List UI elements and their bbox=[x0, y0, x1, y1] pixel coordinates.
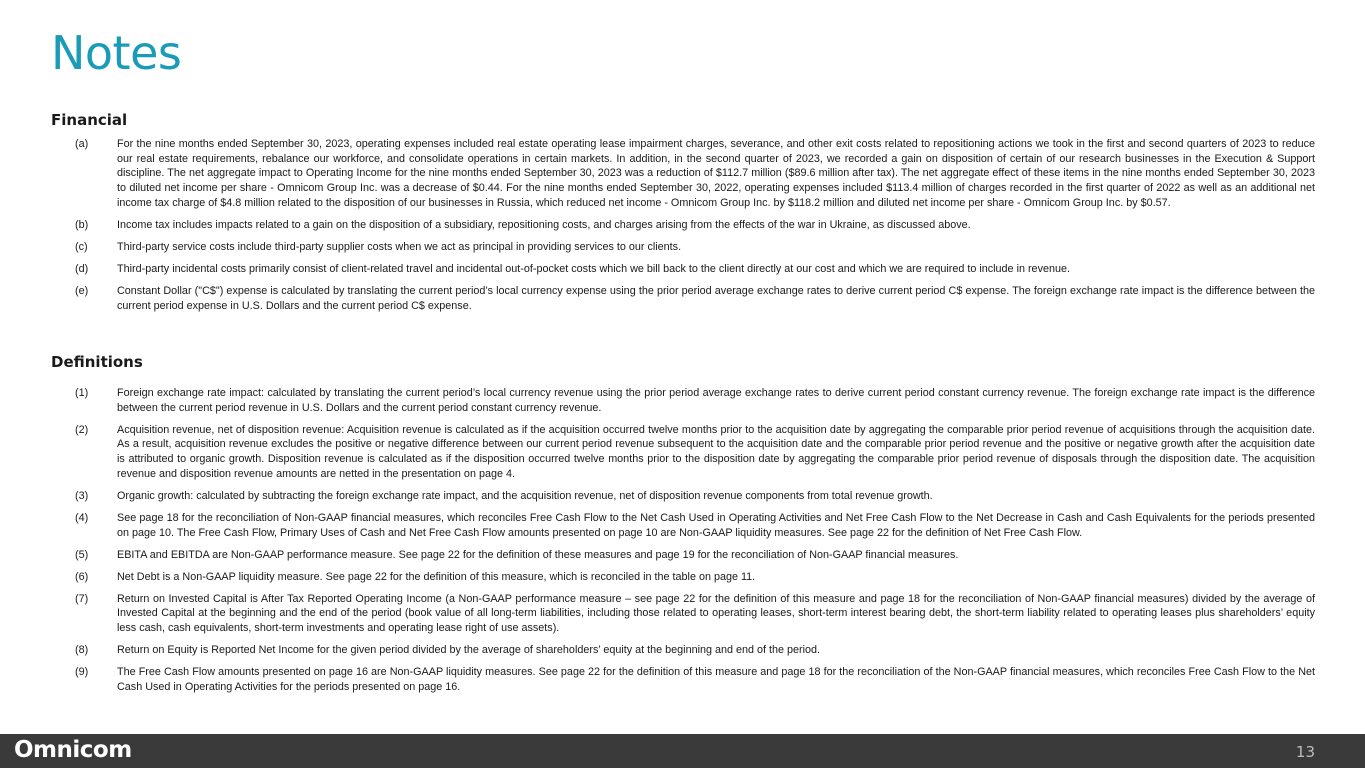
note-text: The Free Cash Flow amounts presented on page 16 are Non-GAAP liquidity measures. See page 22 for the definition of this measure and page 18 for the reconciliation of the Non-GAAP financial measures, which reconciles Free Cash Flow to the Net Cash Used in Operating Activities for the periods presented on page 16. bbox=[117, 665, 1315, 693]
definition-note-8 bbox=[75, 643, 1315, 658]
note-text: Return on Invested Capital is After Tax Reported Operating Income (a Non-GAAP performance measure – see page 22 for the definition of this measure and page 18 for the reconciliation of Non-GAAP financial measures) divided by the average of Invested Capital at the beginning and the end of the period (book value of all long-term liabilities, including those related to operating leases, short-term interest bearing debt, the short-term liability related to operating leases plus shareholders’ equity less cash, cash equivalents, short-term investments and operating lease right of use assets). bbox=[117, 592, 1315, 634]
financial-note-d bbox=[75, 262, 1315, 277]
omnicom-logo: Omnicom bbox=[14, 737, 132, 763]
note-text: For the nine months ended September 30, 2023, operating expenses included real estate operating lease impairment charges, severance, and other exit costs related to repositioning actions we took in the first and second quarters of 2023 to reduce our real estate requirements, rebalance our workforce, and consolidate operations in certain markets. In addition, in the second quarter of 2023, we recorded a gain on disposition of certain of our research businesses in the Execution & Support discipline. The net aggregate impact to Operating Income for the nine months ended September 30, 2023 was a reduction of $112.7 million ($89.6 million after tax). The net aggregate effect of these items in the nine months ended September 30, 2023 to diluted net income per share - Omnicom Group Inc. was a decrease of $0.44. For the nine months ended September 30, 2022, operating expenses included $113.4 million of charges recorded in the first quarter of 2022 as well as an additional net income tax charge of $4.8 million related to the disposition of our businesses in Russia, which reduced net income - Omnicom Group Inc. by $118.2 million and diluted net income per share - Omnicom Group Inc. by $0.57. bbox=[117, 138, 1315, 209]
definitions-heading: Definitions bbox=[51, 353, 143, 371]
definitions-notes-list bbox=[75, 386, 1315, 702]
note-text: Foreign exchange rate impact: calculated by translating the current period’s local currency revenue using the prior period average exchange rates to derive current period constant currency revenue. The foreign exchange rate impact is the difference between the current period revenue in U.S. Dollars and the current period constant currency revenue. bbox=[117, 387, 1315, 414]
financial-note-b bbox=[75, 218, 1315, 233]
financial-heading: Financial bbox=[51, 111, 128, 129]
financial-note-c bbox=[75, 240, 1315, 255]
note-text: Constant Dollar ("C$") expense is calculated by translating the current period’s local currency expense using the prior period average exchange rates to derive current period C$ expense. The foreign exchange rate impact is the difference between the current period expense in U.S. Dollars and the current period C$ expense. bbox=[117, 284, 1315, 312]
note-label: (d) bbox=[75, 262, 89, 275]
page-title: Notes bbox=[51, 26, 182, 80]
note-label: (9) bbox=[75, 665, 89, 678]
financial-note-e bbox=[75, 284, 1315, 313]
note-label: (c) bbox=[75, 240, 88, 253]
note-label: (6) bbox=[75, 570, 89, 583]
definition-note-5 bbox=[75, 548, 1315, 563]
note-text: Acquisition revenue, net of disposition revenue: Acquisition revenue is calculated as if the acquisition occurred twelve months prior to the acquisition date by aggregating the comparable prior period revenue of acquisitions through the acquisition date. As a result, acquisition revenue excludes the positive or negative difference between our current period revenue subsequent to the acquisition date and the comparable prior period revenue and the positive or negative growth after the acquisition date is attributed to organic growth. Disposition revenue is calculated as if the disposition occurred twelve months prior to the disposition date by aggregating the comparable prior period revenue of disposals through the disposition date. The acquisition revenue and disposition revenue amounts are netted in the presentation on page 4. bbox=[117, 423, 1315, 480]
definition-note-2 bbox=[75, 423, 1315, 482]
note-text: Third-party service costs include third-party supplier costs when we act as principal in providing services to our clients. bbox=[117, 240, 682, 253]
definition-note-9 bbox=[75, 665, 1315, 694]
note-label: (1) bbox=[75, 387, 89, 399]
definition-note-4 bbox=[75, 511, 1315, 540]
definition-note-6 bbox=[75, 570, 1315, 585]
note-label: (b) bbox=[75, 218, 89, 231]
note-label: (e) bbox=[75, 284, 89, 297]
page-number: 13 bbox=[1295, 743, 1315, 761]
note-label: (4) bbox=[75, 511, 89, 524]
note-label: (2) bbox=[75, 423, 89, 436]
financial-note-a bbox=[75, 137, 1315, 211]
financial-notes-list bbox=[75, 137, 1315, 321]
note-label: (8) bbox=[75, 643, 89, 656]
definition-note-3 bbox=[75, 489, 1315, 504]
footer-bar bbox=[0, 734, 1365, 768]
note-label: (5) bbox=[75, 548, 89, 561]
note-text: EBITA and EBITDA are Non-GAAP performance measure. See page 22 for the definition of these measures and page 19 for the reconciliation of Non-GAAP financial measures. bbox=[117, 548, 959, 561]
note-text: Net Debt is a Non-GAAP liquidity measure. See page 22 for the definition of this measure, which is reconciled in the table on page 11. bbox=[117, 570, 756, 583]
note-label: (a) bbox=[75, 138, 89, 150]
note-label: (3) bbox=[75, 489, 89, 502]
definition-note-1 bbox=[75, 386, 1315, 415]
note-label: (7) bbox=[75, 592, 89, 605]
note-text: Organic growth: calculated by subtracting the foreign exchange rate impact, and the acquisition revenue, net of disposition revenue components from total revenue growth. bbox=[117, 489, 933, 502]
note-text: Return on Equity is Reported Net Income for the given period divided by the average of shareholders’ equity at the beginning and end of the period. bbox=[117, 643, 821, 656]
note-text: Income tax includes impacts related to a gain on the disposition of a subsidiary, repositioning costs, and charges arising from the effects of the war in Ukraine, as discussed above. bbox=[117, 218, 971, 231]
note-text: See page 18 for the reconciliation of Non-GAAP financial measures, which reconciles Free Cash Flow to the Net Cash Used in Operating Activities and Net Free Cash Flow to the Net Decrease in Cash and Cash Equivalents for the periods presented on page 10. The Free Cash Flow, Primary Uses of Cash and Net Free Cash Flow amounts presented on page 10 are Non-GAAP liquidity measures. See page 22 for the definition of Net Free Cash Flow. bbox=[117, 511, 1315, 539]
note-text: Third-party incidental costs primarily consist of client-related travel and incidental out-of-pocket costs which we bill back to the client directly at our cost and which we are required to include in revenue. bbox=[117, 262, 1070, 275]
definition-note-7 bbox=[75, 592, 1315, 636]
